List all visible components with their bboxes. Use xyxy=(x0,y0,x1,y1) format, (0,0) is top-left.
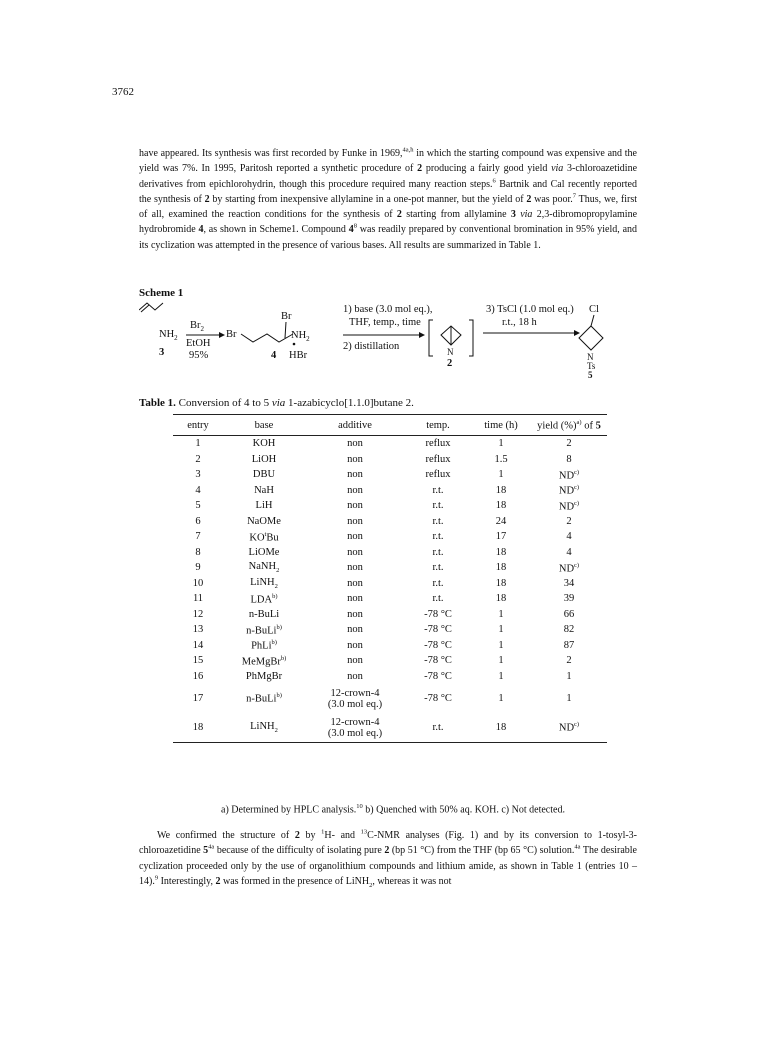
cell-entry: 13 xyxy=(192,624,204,636)
cell-additive: non xyxy=(347,624,363,636)
table-caption: Table 1. Conversion of 4 to 5 via 1-azabicyclo[1.1.0]butane 2. xyxy=(139,397,414,409)
compound-5-structure xyxy=(579,304,603,380)
cell-yield: 8 xyxy=(566,453,572,465)
cell-time: 1 xyxy=(498,693,504,704)
intro-paragraph: have appeared. Its synthesis was first recorded by Funke in 1969,$^{4a,h}$ in which the starting compound was expensive and the yield was 7%. In 1995, Paritosh reported a synthetic procedure of 2 producing a fairly good yield via 3-chloroazetidine derivatives from epichlorohydrin, though this procedure required many reaction steps.$^6$ Bartnik and Cal recently reported the synthesis of 2 by starting from inexpensive allylamine in a one-pot manner, but the yield of 2 was poor.$^7$ Thus, we, first of all, examined the reaction conditions for the synthesis of 2 starting from allylamine 3 via 2,3-dibromopropylamine hydrobromide 4, as shown in Scheme1. Compound $4^8$ was readily prepared by conventional bromination in 95% yield, and its cyclization was attempted in the presence of various bases. All results are summarized in Table 1. xyxy=(139,146,638,251)
compound-2-label: 2 xyxy=(447,358,453,369)
cell-base: n-BuLi$^{b)}$ xyxy=(246,623,282,636)
cell-additive: non xyxy=(347,500,363,512)
cell-base: LiNH$_2$ xyxy=(250,576,278,590)
svg-text:N: N xyxy=(447,347,454,357)
bromination-arrow xyxy=(186,320,225,361)
cell-base: MeMgBr$^{b)}$ xyxy=(241,654,287,667)
cell-yield: 82 xyxy=(563,624,575,636)
header-temp: temp. xyxy=(405,415,471,436)
cell-yield: 2 xyxy=(566,515,572,527)
table-footnote: a) Determined by HPLC analysis.$^{10}$ b) Quenched with 50% aq. KOH. c) Not detected. xyxy=(221,803,565,816)
cell-base: NaNH$_2$ xyxy=(248,561,280,575)
reaction-scheme xyxy=(139,298,639,380)
cell-base: DBU xyxy=(252,469,276,481)
cell-additive: non xyxy=(347,469,363,481)
table-row xyxy=(173,514,607,530)
cell-yield: ND$^{c)}$ xyxy=(531,713,607,743)
tosylation-arrow xyxy=(483,304,580,336)
cell-temp: r.t. xyxy=(405,713,471,743)
cell-base: NaOMe xyxy=(247,515,281,527)
cell-time: 1 xyxy=(498,670,504,682)
cell-entry: 5 xyxy=(195,500,201,512)
cell-temp: r.t. xyxy=(432,577,444,589)
cell-additive: non xyxy=(347,531,363,543)
svg-text:HBr: HBr xyxy=(289,350,308,361)
cell-yield: 1 xyxy=(566,693,572,704)
cell-yield: 1 xyxy=(566,670,572,682)
cell-temp: reflux xyxy=(425,469,451,481)
cell-additive: non xyxy=(347,655,363,667)
svg-text:Br: Br xyxy=(281,311,292,322)
table-row xyxy=(173,436,607,452)
cell-temp: reflux xyxy=(425,438,451,450)
cell-temp: r.t. xyxy=(432,562,444,574)
cell-yield: 2 xyxy=(566,655,572,667)
cell-temp: -78 °C xyxy=(424,693,452,704)
header-yield: yield (%)$^{a)}$ of 5 xyxy=(531,415,607,436)
svg-text:1) base (3.0 mol eq.),: 1) base (3.0 mol eq.), xyxy=(343,304,433,315)
cell-base: LiOMe xyxy=(248,546,280,558)
table-row xyxy=(173,713,607,743)
cell-time: 1.5 xyxy=(494,453,508,465)
cell-time: 18 xyxy=(471,713,531,743)
cell-time: 18 xyxy=(495,500,507,512)
cell-entry: 3 xyxy=(195,469,201,481)
cell-additive: 12-crown-4 (3.0 mol eq.) xyxy=(327,687,383,710)
cell-entry: 15 xyxy=(192,655,204,667)
scheme-title: Scheme 1 xyxy=(139,287,184,299)
cell-additive: non xyxy=(347,438,363,450)
cell-base: n-BuLi xyxy=(248,608,280,620)
cell-yield: ND$^{c)}$ xyxy=(558,499,580,512)
svg-text:Ts: Ts xyxy=(587,361,596,371)
cell-entry: 2 xyxy=(195,453,201,465)
cell-yield: ND$^{c)}$ xyxy=(558,484,580,497)
cell-entry: 4 xyxy=(195,484,201,496)
compound-4-structure xyxy=(226,311,310,361)
cell-temp: r.t. xyxy=(432,593,444,605)
cell-temp: r.t. xyxy=(432,515,444,527)
cell-entry: 12 xyxy=(192,608,204,620)
table-row xyxy=(173,483,607,499)
cell-base: LiNH$_2$ xyxy=(223,713,305,743)
table-row xyxy=(173,653,607,669)
table-row xyxy=(173,669,607,685)
table-row xyxy=(173,498,607,514)
cell-yield: 2 xyxy=(566,438,572,450)
svg-text:3) TsCl (1.0 mol eq.): 3) TsCl (1.0 mol eq.) xyxy=(486,304,574,315)
cell-additive: non xyxy=(347,562,363,574)
table-row xyxy=(173,607,607,623)
cell-base: LiH xyxy=(255,500,273,512)
cell-additive: non xyxy=(347,515,363,527)
cell-time: 18 xyxy=(495,562,507,574)
cell-base: PhLi$^{b)}$ xyxy=(251,639,277,652)
cell-base: n-BuLi$^{b)}$ xyxy=(246,692,282,705)
cell-temp: -78 °C xyxy=(424,670,452,682)
cell-time: 18 xyxy=(495,593,507,605)
cell-base: KOH xyxy=(252,438,276,450)
cell-entry: 1 xyxy=(195,438,201,450)
svg-text:Br: Br xyxy=(226,329,237,340)
cell-entry: 11 xyxy=(192,593,204,605)
page-number: 3762 xyxy=(112,86,134,98)
cell-base: LDA$^{b)}$ xyxy=(250,592,278,605)
cell-entry: 6 xyxy=(195,515,201,527)
table-row xyxy=(173,545,607,561)
svg-text:2) distillation: 2) distillation xyxy=(343,341,400,352)
header-base: base xyxy=(223,415,305,436)
cell-yield: ND$^{c)}$ xyxy=(558,468,580,481)
cell-yield: 34 xyxy=(563,577,575,589)
cell-temp: -78 °C xyxy=(424,624,452,636)
cell-entry: 8 xyxy=(195,546,201,558)
cell-temp: -78 °C xyxy=(424,639,452,651)
cell-additive: non xyxy=(347,639,363,651)
cell-temp: r.t. xyxy=(432,500,444,512)
cell-temp: r.t. xyxy=(432,531,444,543)
cell-time: 1 xyxy=(498,608,504,620)
cell-time: 1 xyxy=(498,639,504,651)
compound-5-label: 5 xyxy=(588,370,593,380)
header-additive: additive xyxy=(305,415,405,436)
cell-time: 1 xyxy=(498,438,504,450)
compound-4-label: 4 xyxy=(271,350,277,361)
svg-text:EtOH: EtOH xyxy=(186,338,211,349)
table-row xyxy=(173,591,607,607)
cell-temp: r.t. xyxy=(432,546,444,558)
cell-entry: 10 xyxy=(192,577,204,589)
svg-text:THF, temp., time: THF, temp., time xyxy=(349,317,421,328)
table-row xyxy=(173,622,607,638)
allylamine-structure xyxy=(139,303,178,358)
results-table xyxy=(173,414,607,743)
cell-entry: 17 xyxy=(192,693,204,704)
cell-base: PhMgBr xyxy=(245,670,283,682)
table-row xyxy=(173,529,607,545)
compound-3-label: 3 xyxy=(159,347,165,358)
cell-time: 1 xyxy=(498,655,504,667)
cell-base: NaH xyxy=(254,484,274,496)
table-row xyxy=(173,560,607,576)
cyclization-arrow xyxy=(343,304,433,352)
svg-text:95%: 95% xyxy=(189,350,209,361)
cell-yield: 66 xyxy=(563,608,575,620)
table-row xyxy=(173,452,607,468)
cell-entry: 18 xyxy=(173,713,223,743)
svg-text:N: N xyxy=(587,352,594,362)
cell-yield: 39 xyxy=(563,593,575,605)
cell-additive: non xyxy=(347,608,363,620)
cell-additive: 12-crown-4 (3.0 mol eq.) xyxy=(305,713,405,743)
cell-time: 18 xyxy=(495,546,507,558)
azabicyclobutane-structure xyxy=(429,320,473,369)
cell-time: 17 xyxy=(495,531,507,543)
cell-yield: 4 xyxy=(566,546,572,558)
header-time: time (h) xyxy=(471,415,531,436)
cell-yield: 87 xyxy=(563,639,575,651)
cell-temp: r.t. xyxy=(432,484,444,496)
cell-entry: 9 xyxy=(195,562,201,574)
cell-time: 1 xyxy=(498,624,504,636)
table-row xyxy=(173,684,607,713)
table-header-row xyxy=(173,415,607,436)
cell-additive: non xyxy=(347,484,363,496)
cell-time: 24 xyxy=(495,515,507,527)
cell-temp: reflux xyxy=(425,453,451,465)
svg-text:Cl: Cl xyxy=(589,304,599,315)
svg-text:NH2: $NH_2$ xyxy=(159,329,178,342)
cell-additive: non xyxy=(347,670,363,682)
svg-text:r.t., 18 h: r.t., 18 h xyxy=(502,317,537,328)
cell-entry: 14 xyxy=(192,639,204,651)
cell-entry: 7 xyxy=(195,531,201,543)
table-row xyxy=(173,638,607,654)
cell-yield: 4 xyxy=(566,531,572,543)
cell-additive: non xyxy=(347,453,363,465)
table-body xyxy=(173,436,607,743)
svg-text:NH2: $NH_2$ xyxy=(291,330,310,343)
body-paragraph: We confirmed the structure of 2 by $^1$H- and $^{13}$C-NMR analyses (Fig. 1) and by its conversion to 1-tosyl-3-chloroazetidine $5^{4a}$ because of the difficulty of isolating pure 2 (bp 51 °C) from the THF (bp 65 °C) solution.$^{4a}$ The desirable cyclization proceeded only by the use of organolithium compounds and lithium amide, as shown in Table 1 (entries 10 – 14).$^9$ Interestingly, 2 was formed in the presence of LiNH$_2$, whereas it was not xyxy=(139,828,638,889)
cell-additive: non xyxy=(347,546,363,558)
header-entry: entry xyxy=(173,415,223,436)
cell-time: 1 xyxy=(498,469,504,481)
cell-additive: non xyxy=(347,577,363,589)
cell-base: $KO^tBu$ xyxy=(249,530,279,543)
cell-time: 18 xyxy=(495,484,507,496)
table-row xyxy=(173,576,607,592)
svg-text:Br2: $Br_2$ xyxy=(190,320,204,333)
cell-entry: 16 xyxy=(192,670,204,682)
table-row xyxy=(173,467,607,483)
cell-additive: non xyxy=(347,593,363,605)
cell-base: LiOH xyxy=(251,453,277,465)
cell-yield: ND$^{c)}$ xyxy=(558,561,580,574)
cell-time: 18 xyxy=(495,577,507,589)
cell-temp: -78 °C xyxy=(424,608,452,620)
cell-temp: -78 °C xyxy=(424,655,452,667)
